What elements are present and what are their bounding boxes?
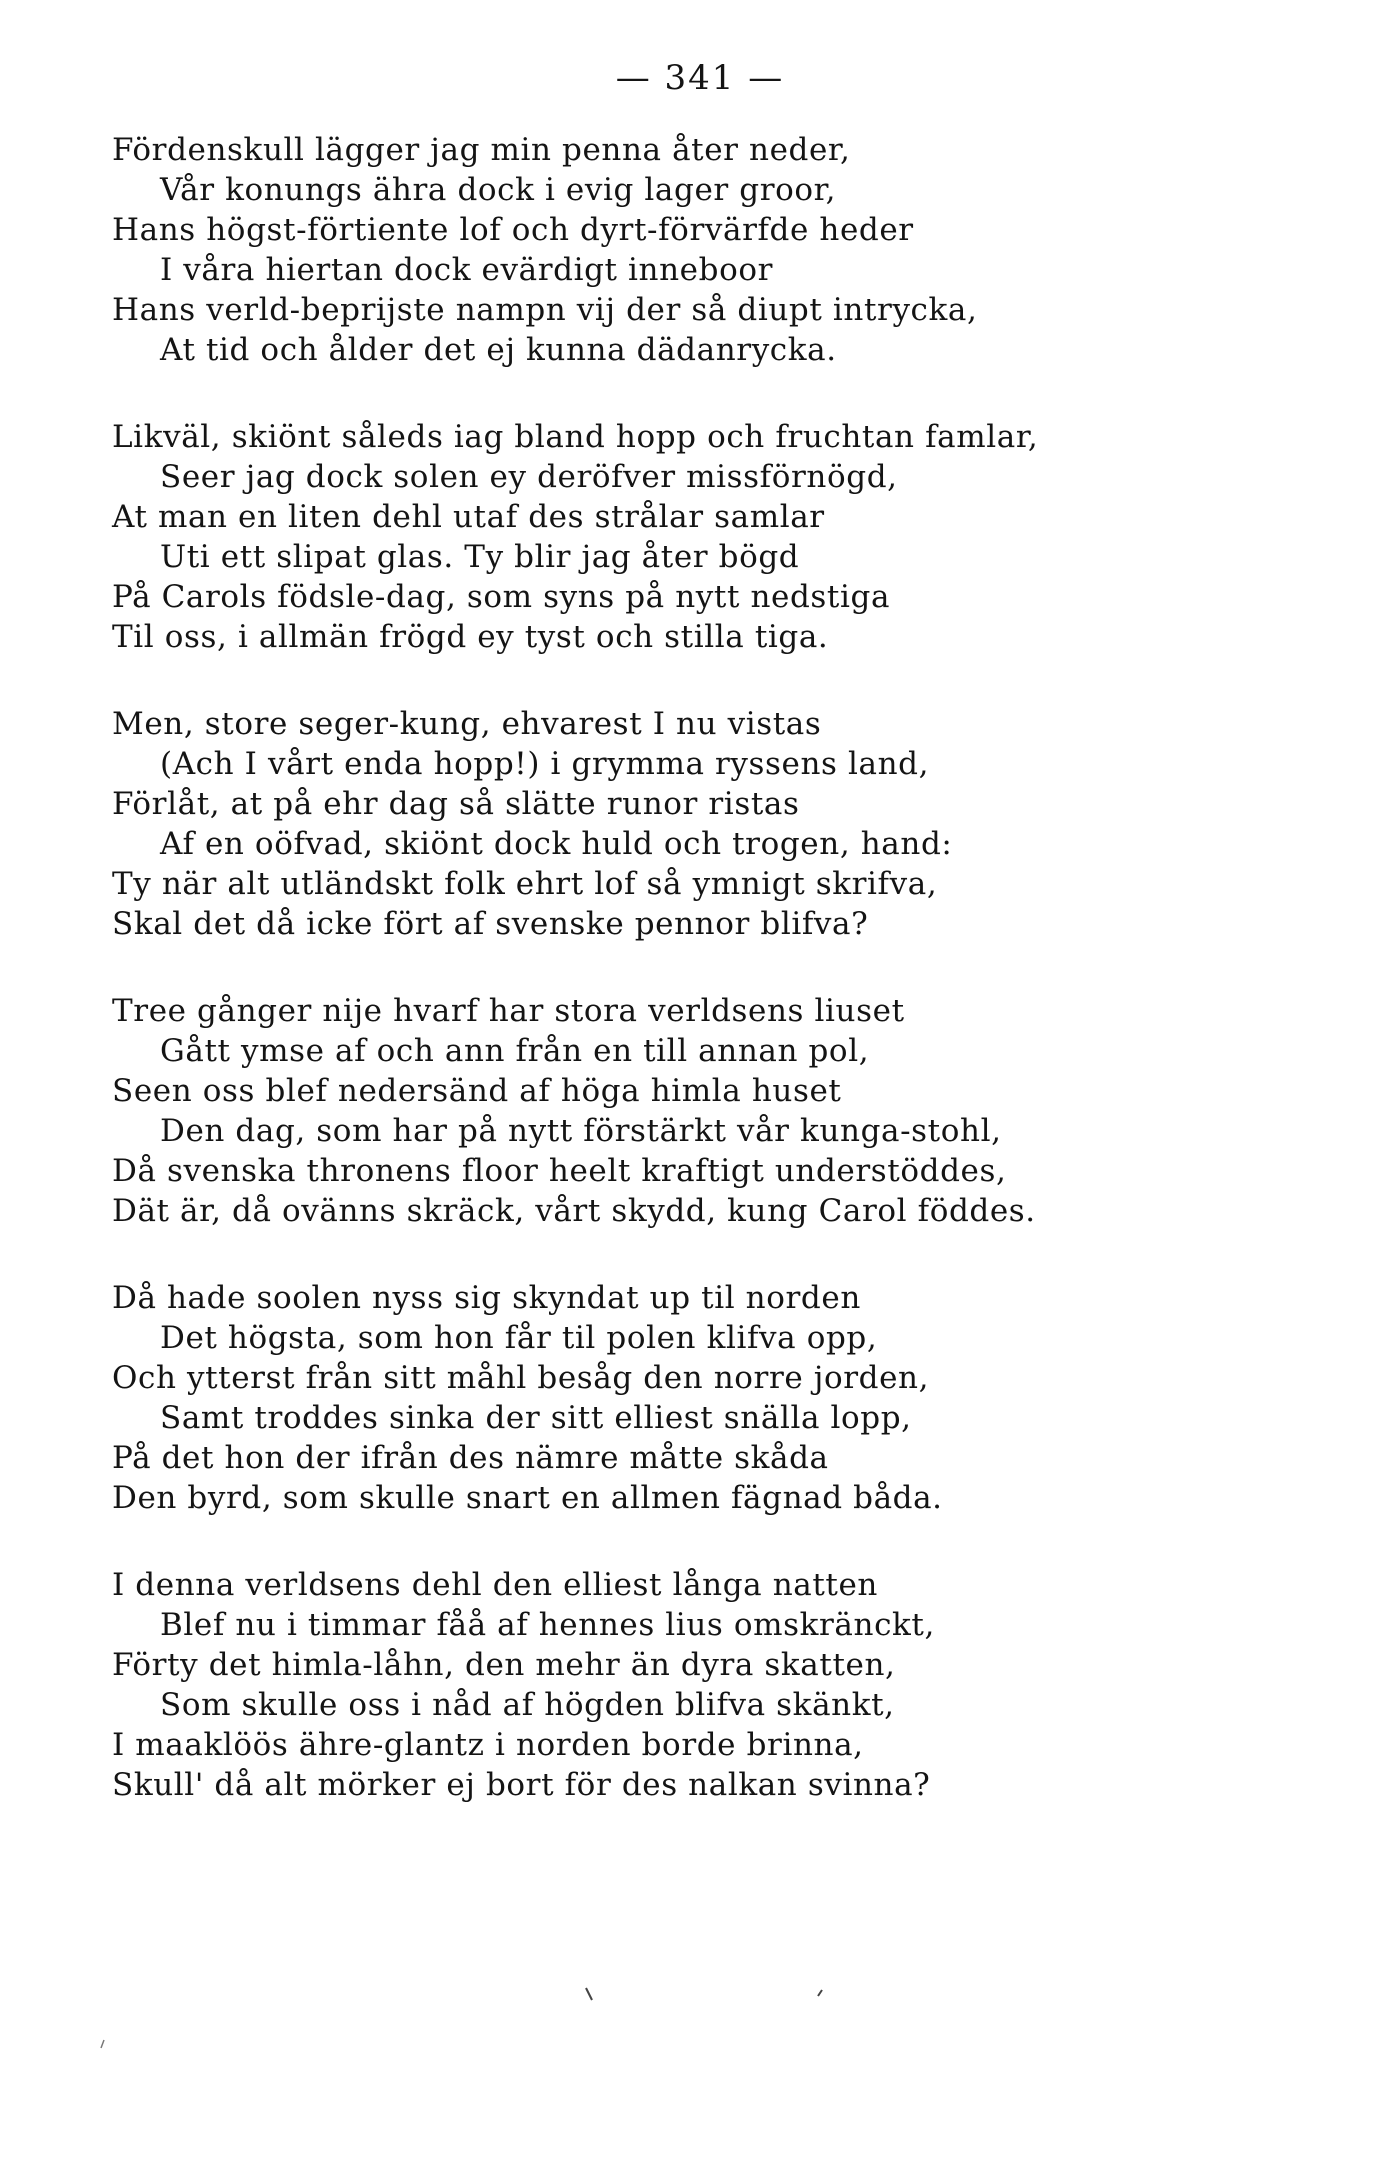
poem-line: I våra hiertan dock evärdigt inneboor bbox=[160, 252, 774, 288]
poem-line: Likväl, skiönt såleds iag bland hopp och fruchtan famlar, bbox=[112, 419, 1039, 455]
poem-line: Til oss, i allmän frögd ey tyst och stilla tiga. bbox=[112, 619, 829, 655]
poem-line: Gått ymse af och ann från en till annan pol, bbox=[160, 1033, 870, 1069]
poem-line: Af en oöfvad, skiönt dock huld och trogen, hand: bbox=[160, 826, 953, 862]
poem-line: Skull' då alt mörker ej bort för des nalkan svinna? bbox=[112, 1767, 931, 1803]
poem-line: Vår konungs ähra dock i evig lager groor, bbox=[160, 172, 837, 208]
poem-line: (Ach I vårt enda hopp!) i grymma ryssens land, bbox=[160, 746, 930, 782]
poem-line: Hans verld-beprijste nampn vij der så diupt intrycka, bbox=[112, 292, 978, 328]
poem-line: Fördenskull lägger jag min penna åter neder, bbox=[112, 132, 851, 168]
stanza bbox=[112, 417, 1312, 657]
ink-speck bbox=[586, 1988, 592, 2000]
poem-line: Då hade soolen nyss sig skyndat up til norden bbox=[112, 1280, 861, 1316]
poem-line: Den dag, som har på nytt förstärkt vår kunga-stohl, bbox=[160, 1113, 1002, 1149]
page-number: — 341 — bbox=[615, 58, 785, 98]
poem-line: Och ytterst från sitt måhl besåg den norre jorden, bbox=[112, 1360, 930, 1396]
poem-line: Ty när alt utländskt folk ehrt lof så ymnigt skrifva, bbox=[112, 866, 938, 902]
poem-line: At tid och ålder det ej kunna dädanrycka. bbox=[160, 332, 837, 368]
poem-line: Samt troddes sinka der sitt elliest snälla lopp, bbox=[160, 1400, 912, 1436]
ink-speck bbox=[818, 1990, 822, 1996]
stanza bbox=[112, 1565, 1312, 1805]
poem bbox=[112, 130, 1312, 1852]
poem-line: Tree gånger nije hvarf har stora verldsens liuset bbox=[112, 993, 905, 1029]
stanza bbox=[112, 704, 1312, 944]
poem-line: På det hon der ifrån des nämre måtte skåda bbox=[112, 1440, 829, 1476]
poem-line: Som skulle oss i nåd af högden blifva skänkt, bbox=[160, 1687, 895, 1723]
poem-line: Dät är, då ovänns skräck, vårt skydd, kung Carol föddes. bbox=[112, 1193, 1036, 1229]
poem-line: På Carols födsle-dag, som syns på nytt nedstiga bbox=[112, 579, 891, 615]
poem-line: At man en liten dehl utaf des strålar samlar bbox=[112, 499, 825, 535]
poem-line: Seer jag dock solen ey deröfver missförnögd, bbox=[160, 459, 898, 495]
ink-speck bbox=[101, 2040, 104, 2048]
poem-line: Blef nu i timmar fåå af hennes lius omskränckt, bbox=[160, 1607, 935, 1643]
poem-line: Då svenska thronens floor heelt kraftigt understöddes, bbox=[112, 1153, 1007, 1189]
poem-line: Förlåt, at på ehr dag så slätte runor ristas bbox=[112, 786, 800, 822]
stanza bbox=[112, 991, 1312, 1231]
poem-line: Förty det himla-låhn, den mehr än dyra skatten, bbox=[112, 1647, 896, 1683]
poem-line: Men, store seger-kung, ehvarest I nu vistas bbox=[112, 706, 822, 742]
stanza bbox=[112, 1278, 1312, 1518]
poem-line: I maaklöös ähre-glantz i norden borde brinna, bbox=[112, 1727, 864, 1763]
poem-line: Det högsta, som hon får til polen klifva opp, bbox=[160, 1320, 878, 1356]
poem-line: Uti ett slipat glas. Ty blir jag åter bögd bbox=[160, 539, 800, 575]
poem-line: Skal det då icke fört af svenske pennor blifva? bbox=[112, 906, 869, 942]
stanza bbox=[112, 130, 1312, 370]
poem-line: Den byrd, som skulle snart en allmen fägnad båda. bbox=[112, 1480, 943, 1516]
poem-line: Seen oss blef nedersänd af höga himla huset bbox=[112, 1073, 842, 1109]
poem-line: I denna verldsens dehl den elliest långa natten bbox=[112, 1567, 878, 1603]
poem-line: Hans högst-förtiente lof och dyrt-förvärfde heder bbox=[112, 212, 914, 248]
